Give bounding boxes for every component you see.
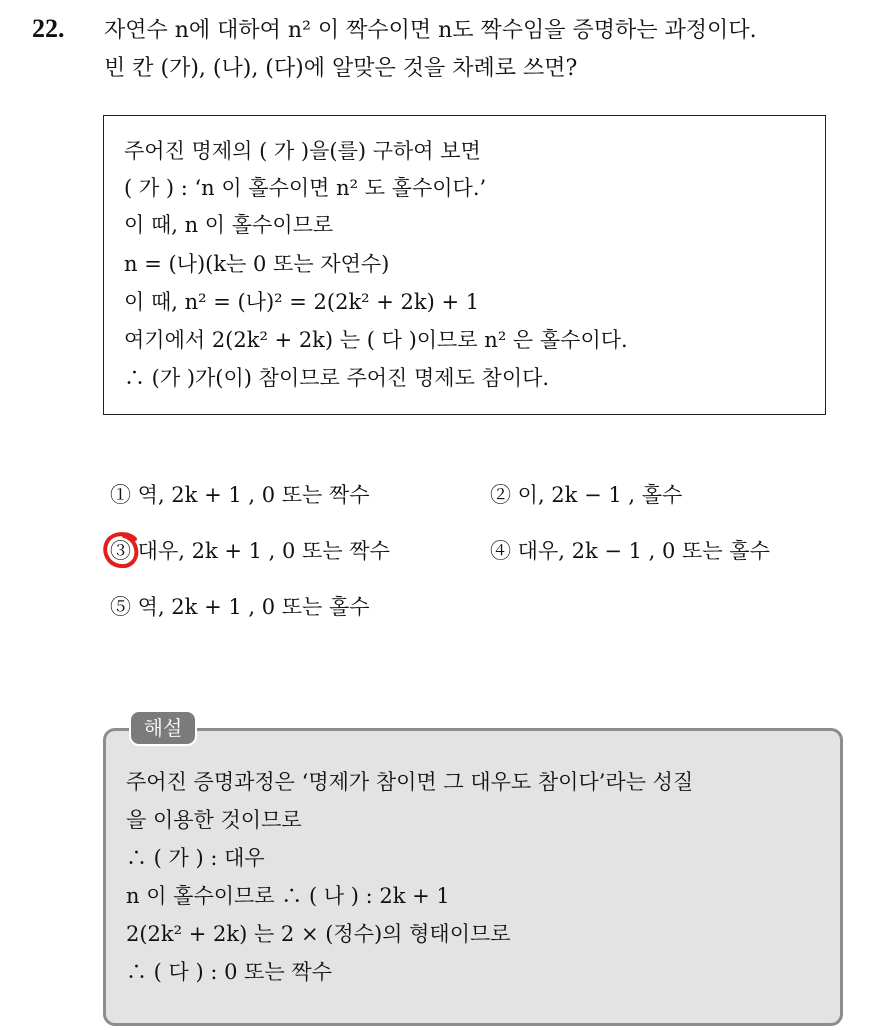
- choice-2[interactable]: ② 이, 2k − 1 , 홀수: [490, 483, 683, 507]
- proof-line: 주어진 명제의 ( 가 )을(를) 구하여 보면: [124, 139, 481, 163]
- choice-5[interactable]: ⑤ 역, 2k + 1 , 0 또는 홀수: [110, 595, 370, 619]
- solution-line: n 이 홀수이므로 ∴ ( 나 ) : 2k + 1: [126, 884, 450, 908]
- solution-line: ∴ ( 가 ) : 대우: [126, 846, 265, 870]
- proof-box: [103, 115, 826, 415]
- solution-tag: 해설: [129, 710, 197, 746]
- proof-line: 이 때, n² = (나)² = 2(2k² + 2k) + 1: [124, 290, 480, 314]
- question-line-2: 빈 칸 (가), (나), (다)에 알맞은 것을 차례로 쓰면?: [104, 56, 578, 81]
- proof-line: n = (나)(k는 0 또는 자연수): [124, 252, 390, 276]
- solution-line: 주어진 증명과정은 ‘명제가 참이면 그 대우도 참이다’라는 성질: [126, 770, 694, 794]
- solution-box: [103, 728, 843, 1026]
- solution-line: ∴ ( 다 ) : 0 또는 짝수: [126, 960, 332, 984]
- question-line-1: 자연수 n에 대하여 n² 이 짝수이면 n도 짝수임을 증명하는 과정이다.: [104, 18, 757, 43]
- proof-line: ( 가 ) : ‘n 이 홀수이면 n² 도 홀수이다.’: [124, 176, 487, 200]
- question-number: 22.: [32, 14, 65, 43]
- solution-line: 을 이용한 것이므로: [126, 808, 302, 832]
- solution-line: 2(2k² + 2k) 는 2 × (정수)의 형태이므로: [126, 922, 511, 946]
- choice-3[interactable]: ③ 대우, 2k + 1 , 0 또는 짝수: [110, 539, 390, 563]
- proof-line: 여기에서 2(2k² + 2k) 는 ( 다 )이므로 n² 은 홀수이다.: [124, 328, 628, 352]
- choice-1[interactable]: ① 역, 2k + 1 , 0 또는 짝수: [110, 483, 370, 507]
- proof-line: 이 때, n 이 홀수이므로: [124, 213, 334, 237]
- answer-circle-mark-icon: [102, 530, 140, 570]
- choice-4[interactable]: ④ 대우, 2k − 1 , 0 또는 홀수: [490, 539, 770, 563]
- proof-line: ∴ (가 )가(이) 참이므로 주어진 명제도 참이다.: [124, 366, 550, 390]
